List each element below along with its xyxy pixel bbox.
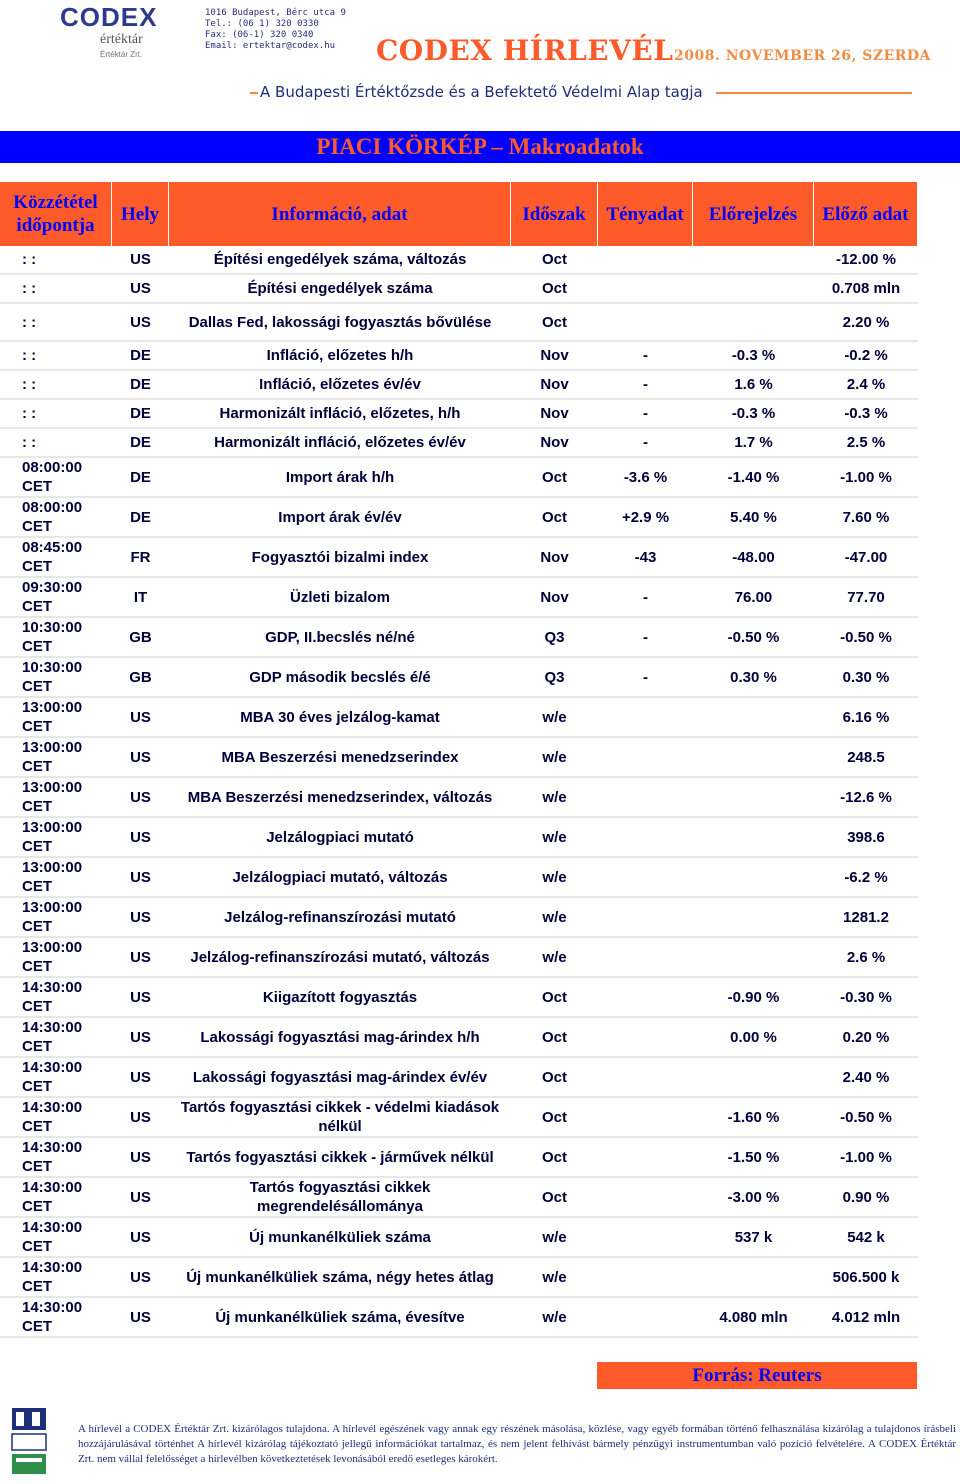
cell-place: US — [112, 1018, 169, 1058]
cell-time: 08:00:00 CET — [0, 498, 112, 538]
cell-period: w/e — [511, 818, 598, 858]
table-row — [0, 1178, 918, 1218]
cell-time: 13:00:00 CET — [0, 858, 112, 898]
cell-actual — [598, 304, 693, 342]
cell-forecast: -48.00 — [693, 538, 814, 578]
cell-forecast: 5.40 % — [693, 498, 814, 538]
cell-actual — [598, 1138, 693, 1178]
cell-previous: 506.500 k — [814, 1258, 918, 1298]
cell-previous: 0.30 % — [814, 658, 918, 698]
cell-forecast: 0.30 % — [693, 658, 814, 698]
cell-forecast — [693, 898, 814, 938]
cell-previous: 2.5 % — [814, 429, 918, 458]
cell-previous: 542 k — [814, 1218, 918, 1258]
cell-time: : : — [0, 304, 112, 342]
cell-period: w/e — [511, 1298, 598, 1338]
cell-period: Oct — [511, 304, 598, 342]
cell-period: Oct — [511, 1058, 598, 1098]
cell-actual — [598, 1298, 693, 1338]
cell-period: Nov — [511, 429, 598, 458]
cell-actual — [598, 1218, 693, 1258]
cell-time: 10:30:00 CET — [0, 618, 112, 658]
table-row — [0, 498, 918, 538]
cell-previous: 2.20 % — [814, 304, 918, 342]
tagline-rule-left — [250, 92, 258, 94]
table-row — [0, 1258, 918, 1298]
table-header-row — [0, 182, 918, 246]
table-row — [0, 818, 918, 858]
cell-actual — [598, 818, 693, 858]
cell-period: Oct — [511, 458, 598, 498]
cell-info: Jelzálogpiaci mutató, változás — [169, 858, 511, 898]
cell-actual — [598, 858, 693, 898]
tagline: A Budapesti Értéktőzsde és a Befektető Védelmi Alap tagja — [260, 83, 703, 101]
cell-actual — [598, 698, 693, 738]
cell-place: US — [112, 1298, 169, 1338]
cell-previous: -47.00 — [814, 538, 918, 578]
cell-actual — [598, 246, 693, 275]
cell-info: GDP, II.becslés né/né — [169, 618, 511, 658]
cell-info: Lakossági fogyasztási mag-árindex h/h — [169, 1018, 511, 1058]
cell-time: 10:30:00 CET — [0, 658, 112, 698]
cell-info: Dallas Fed, lakossági fogyasztás bővülése — [169, 304, 511, 342]
cell-previous: -0.50 % — [814, 1098, 918, 1138]
cell-period: w/e — [511, 938, 598, 978]
table-row — [0, 1298, 918, 1338]
cell-period: Nov — [511, 538, 598, 578]
cell-place: US — [112, 1218, 169, 1258]
header-time: Közzététel időpontja — [0, 182, 112, 246]
cell-info: MBA Beszerzési menedzserindex, változás — [169, 778, 511, 818]
cell-period: Oct — [511, 1178, 598, 1218]
cell-period: Oct — [511, 275, 598, 304]
cell-info: Jelzálog-refinanszírozási mutató, változás — [169, 938, 511, 978]
cell-previous: 4.012 mln — [814, 1298, 918, 1338]
cell-forecast — [693, 1258, 814, 1298]
cell-forecast — [693, 778, 814, 818]
cell-time: 14:30:00 CET — [0, 1058, 112, 1098]
cell-period: Oct — [511, 246, 598, 275]
cell-place: US — [112, 246, 169, 275]
cell-previous: 0.20 % — [814, 1018, 918, 1058]
cell-actual: - — [598, 429, 693, 458]
cell-actual — [598, 1258, 693, 1298]
cell-forecast: -1.50 % — [693, 1138, 814, 1178]
cell-actual: - — [598, 342, 693, 371]
table-row — [0, 658, 918, 698]
cell-info: Fogyasztói bizalmi index — [169, 538, 511, 578]
cell-forecast — [693, 698, 814, 738]
cell-place: DE — [112, 400, 169, 429]
cell-actual — [598, 938, 693, 978]
cell-previous: 0.708 mln — [814, 275, 918, 304]
cell-place: DE — [112, 498, 169, 538]
cell-place: GB — [112, 618, 169, 658]
cell-period: Nov — [511, 371, 598, 400]
table-row — [0, 400, 918, 429]
cell-place: US — [112, 304, 169, 342]
cell-previous: -0.30 % — [814, 978, 918, 1018]
cell-forecast: -0.3 % — [693, 342, 814, 371]
cell-actual — [598, 978, 693, 1018]
cell-place: US — [112, 938, 169, 978]
cell-time: 14:30:00 CET — [0, 1178, 112, 1218]
cell-actual: -43 — [598, 538, 693, 578]
cell-place: IT — [112, 578, 169, 618]
cell-info: Új munkanélküliek száma, négy hetes átlag — [169, 1258, 511, 1298]
cell-actual — [598, 1098, 693, 1138]
cell-period: w/e — [511, 1218, 598, 1258]
cell-period: w/e — [511, 738, 598, 778]
cell-place: DE — [112, 342, 169, 371]
contact-tel: Tel.: (06 1) 320 0330 — [205, 19, 319, 29]
cell-period: Nov — [511, 342, 598, 371]
cell-previous: 0.90 % — [814, 1178, 918, 1218]
cell-place: US — [112, 978, 169, 1018]
cell-previous: -1.00 % — [814, 1138, 918, 1178]
table-row — [0, 538, 918, 578]
cell-forecast: 4.080 mln — [693, 1298, 814, 1338]
cell-place: US — [112, 1098, 169, 1138]
cell-forecast: 1.7 % — [693, 429, 814, 458]
cell-time: : : — [0, 246, 112, 275]
page-header — [0, 0, 960, 110]
cell-time: 14:30:00 CET — [0, 1098, 112, 1138]
header-info: Információ, adat — [169, 182, 511, 246]
cell-info: GDP második becslés é/é — [169, 658, 511, 698]
cell-time: 13:00:00 CET — [0, 938, 112, 978]
cell-time: 13:00:00 CET — [0, 898, 112, 938]
table-row — [0, 1138, 918, 1178]
cell-info: Kiigazított fogyasztás — [169, 978, 511, 1018]
table-row — [0, 246, 918, 275]
table-row — [0, 858, 918, 898]
cell-place: US — [112, 275, 169, 304]
legal-disclaimer: A hírlevél a CODEX Értéktár Zrt. kizárólagos tulajdona. A hírlevél egészének vagy annak egy részének másolása, közlése, vagy egyéb formában történő felhasználása kizárólag a tulajdonos írásbeli hozzájárulásával történhet A hírlevél kizárólag tájékoztató jellegű információkat tartalmaz, és nem jelent felhívást bármely pénzügyi instrumentumban való pozíció felvételére. A CODEX Értéktár Zrt. nem vállal felelősséget a hírlevélben következtetések levonásából eredő esetleges károkért. — [78, 1423, 956, 1465]
logo-subtitle: értéktár — [100, 32, 143, 47]
table-row — [0, 578, 918, 618]
cell-forecast: -0.50 % — [693, 618, 814, 658]
cell-forecast — [693, 858, 814, 898]
cell-info: Harmonizált infláció, előzetes, h/h — [169, 400, 511, 429]
table-row — [0, 778, 918, 818]
cell-period: w/e — [511, 898, 598, 938]
cell-period: Q3 — [511, 658, 598, 698]
cell-info: Jelzálogpiaci mutató — [169, 818, 511, 858]
table-row — [0, 738, 918, 778]
cell-previous: 398.6 — [814, 818, 918, 858]
table-row — [0, 371, 918, 400]
cell-forecast: 76.00 — [693, 578, 814, 618]
cell-place: GB — [112, 658, 169, 698]
cell-previous: 1281.2 — [814, 898, 918, 938]
table-row — [0, 458, 918, 498]
cell-time: 14:30:00 CET — [0, 1218, 112, 1258]
table-row — [0, 304, 918, 342]
cell-info: Harmonizált infláció, előzetes év/év — [169, 429, 511, 458]
cell-time: 13:00:00 CET — [0, 738, 112, 778]
cell-place: US — [112, 1178, 169, 1218]
cell-place: US — [112, 778, 169, 818]
cell-actual — [598, 1018, 693, 1058]
cell-info: Infláció, előzetes h/h — [169, 342, 511, 371]
cell-actual: - — [598, 371, 693, 400]
cell-time: 08:00:00 CET — [0, 458, 112, 498]
table-row — [0, 1218, 918, 1258]
cell-previous: -0.3 % — [814, 400, 918, 429]
table-row — [0, 429, 918, 458]
cell-previous: 6.16 % — [814, 698, 918, 738]
cell-time: 14:30:00 CET — [0, 1258, 112, 1298]
cell-previous: 2.6 % — [814, 938, 918, 978]
table-row — [0, 1018, 918, 1058]
cell-forecast: -0.3 % — [693, 400, 814, 429]
cell-info: Építési engedélyek száma — [169, 275, 511, 304]
header-previous: Előző adat — [814, 182, 918, 246]
cell-info: Építési engedélyek száma, változás — [169, 246, 511, 275]
cell-place: US — [112, 738, 169, 778]
cell-forecast: -1.40 % — [693, 458, 814, 498]
cell-previous: 248.5 — [814, 738, 918, 778]
cell-previous: -12.6 % — [814, 778, 918, 818]
cell-actual — [598, 275, 693, 304]
contact-block — [205, 8, 346, 52]
cell-place: US — [112, 1058, 169, 1098]
cell-forecast: 537 k — [693, 1218, 814, 1258]
cell-time: 13:00:00 CET — [0, 698, 112, 738]
cell-info: Import árak h/h — [169, 458, 511, 498]
cell-previous: -6.2 % — [814, 858, 918, 898]
cell-info: Tartós fogyasztási cikkek megrendelésállománya — [169, 1178, 511, 1218]
cell-previous: -0.50 % — [814, 618, 918, 658]
cell-actual — [598, 898, 693, 938]
cell-forecast: -3.00 % — [693, 1178, 814, 1218]
cell-time: 14:30:00 CET — [0, 1298, 112, 1338]
cell-actual: +2.9 % — [598, 498, 693, 538]
cell-info: Új munkanélküliek száma, évesítve — [169, 1298, 511, 1338]
cell-previous: 2.40 % — [814, 1058, 918, 1098]
table-row — [0, 938, 918, 978]
cell-actual — [598, 1178, 693, 1218]
cell-time: 08:45:00 CET — [0, 538, 112, 578]
cell-period: Oct — [511, 498, 598, 538]
cell-time: 14:30:00 CET — [0, 978, 112, 1018]
newsletter-title: CODEX HÍRLEVÉL — [376, 34, 674, 67]
table-row — [0, 898, 918, 938]
cell-forecast: 1.6 % — [693, 371, 814, 400]
cell-time: : : — [0, 275, 112, 304]
cell-place: US — [112, 1258, 169, 1298]
header-period: Időszak — [511, 182, 598, 246]
cell-forecast: 0.00 % — [693, 1018, 814, 1058]
cell-place: US — [112, 698, 169, 738]
cell-actual: - — [598, 658, 693, 698]
cell-period: w/e — [511, 1258, 598, 1298]
cell-actual: -3.6 % — [598, 458, 693, 498]
cell-period: w/e — [511, 698, 598, 738]
logo-company: Értéktár Zrt. — [100, 50, 143, 59]
macro-data-table — [0, 182, 918, 1338]
cell-period: Nov — [511, 400, 598, 429]
cell-previous: 7.60 % — [814, 498, 918, 538]
cell-previous: -0.2 % — [814, 342, 918, 371]
table-row — [0, 1098, 918, 1138]
contact-fax: Fax: (06-1) 320 0340 — [205, 30, 314, 40]
tagline-rule-right — [716, 92, 912, 94]
contact-email: Email: ertektar@codex.hu — [205, 41, 336, 51]
cell-forecast — [693, 738, 814, 778]
cell-period: w/e — [511, 778, 598, 818]
header-forecast: Előrejelzés — [693, 182, 814, 246]
footer-logo-icon — [10, 1404, 48, 1478]
source-label: Forrás: Reuters — [597, 1362, 917, 1389]
cell-actual: - — [598, 618, 693, 658]
contact-address: 1016 Budapest, Bérc utca 9 — [205, 8, 346, 18]
cell-info: Tartós fogyasztási cikkek - járművek nélkül — [169, 1138, 511, 1178]
cell-period: Nov — [511, 578, 598, 618]
cell-forecast — [693, 275, 814, 304]
cell-place: US — [112, 1138, 169, 1178]
cell-actual — [598, 1058, 693, 1098]
cell-time: : : — [0, 429, 112, 458]
cell-info: Infláció, előzetes év/év — [169, 371, 511, 400]
cell-actual — [598, 738, 693, 778]
cell-forecast: -1.60 % — [693, 1098, 814, 1138]
cell-previous: 77.70 — [814, 578, 918, 618]
cell-time: 13:00:00 CET — [0, 778, 112, 818]
table-row — [0, 342, 918, 371]
cell-time: 14:30:00 CET — [0, 1138, 112, 1178]
newsletter-date: 2008. NOVEMBER 26, SZERDA — [674, 48, 931, 64]
cell-period: Q3 — [511, 618, 598, 658]
cell-forecast — [693, 938, 814, 978]
table-row — [0, 698, 918, 738]
cell-time: 13:00:00 CET — [0, 818, 112, 858]
cell-time: : : — [0, 371, 112, 400]
cell-actual: - — [598, 578, 693, 618]
cell-info: MBA Beszerzési menedzserindex — [169, 738, 511, 778]
cell-forecast: -0.90 % — [693, 978, 814, 1018]
table-row — [0, 978, 918, 1018]
header-place: Hely — [112, 182, 169, 246]
cell-info: Tartós fogyasztási cikkek - védelmi kiadások nélkül — [169, 1098, 511, 1138]
cell-previous: 2.4 % — [814, 371, 918, 400]
cell-actual — [598, 778, 693, 818]
cell-period: Oct — [511, 1098, 598, 1138]
cell-forecast — [693, 304, 814, 342]
cell-time: : : — [0, 342, 112, 371]
cell-place: FR — [112, 538, 169, 578]
cell-actual: - — [598, 400, 693, 429]
cell-previous: -12.00 % — [814, 246, 918, 275]
cell-place: US — [112, 898, 169, 938]
cell-place: US — [112, 818, 169, 858]
header-actual: Tényadat — [598, 182, 693, 246]
cell-period: Oct — [511, 1018, 598, 1058]
cell-time: 14:30:00 CET — [0, 1018, 112, 1058]
cell-time: 09:30:00 CET — [0, 578, 112, 618]
cell-place: DE — [112, 429, 169, 458]
cell-info: Jelzálog-refinanszírozási mutató — [169, 898, 511, 938]
table-row — [0, 618, 918, 658]
section-banner: PIACI KÖRKÉP – Makroadatok — [0, 131, 960, 163]
logo-wordmark: CODEX — [60, 2, 158, 32]
cell-place: DE — [112, 371, 169, 400]
table-row — [0, 275, 918, 304]
cell-place: DE — [112, 458, 169, 498]
cell-place: US — [112, 858, 169, 898]
cell-forecast — [693, 818, 814, 858]
cell-time: : : — [0, 400, 112, 429]
cell-info: Lakossági fogyasztási mag-árindex év/év — [169, 1058, 511, 1098]
cell-previous: -1.00 % — [814, 458, 918, 498]
cell-forecast — [693, 1058, 814, 1098]
table-row — [0, 1058, 918, 1098]
cell-info: Új munkanélküliek száma — [169, 1218, 511, 1258]
cell-period: Oct — [511, 1138, 598, 1178]
cell-info: Import árak év/év — [169, 498, 511, 538]
cell-info: MBA 30 éves jelzálog-kamat — [169, 698, 511, 738]
cell-info: Üzleti bizalom — [169, 578, 511, 618]
cell-period: Oct — [511, 978, 598, 1018]
cell-period: w/e — [511, 858, 598, 898]
cell-forecast — [693, 246, 814, 275]
